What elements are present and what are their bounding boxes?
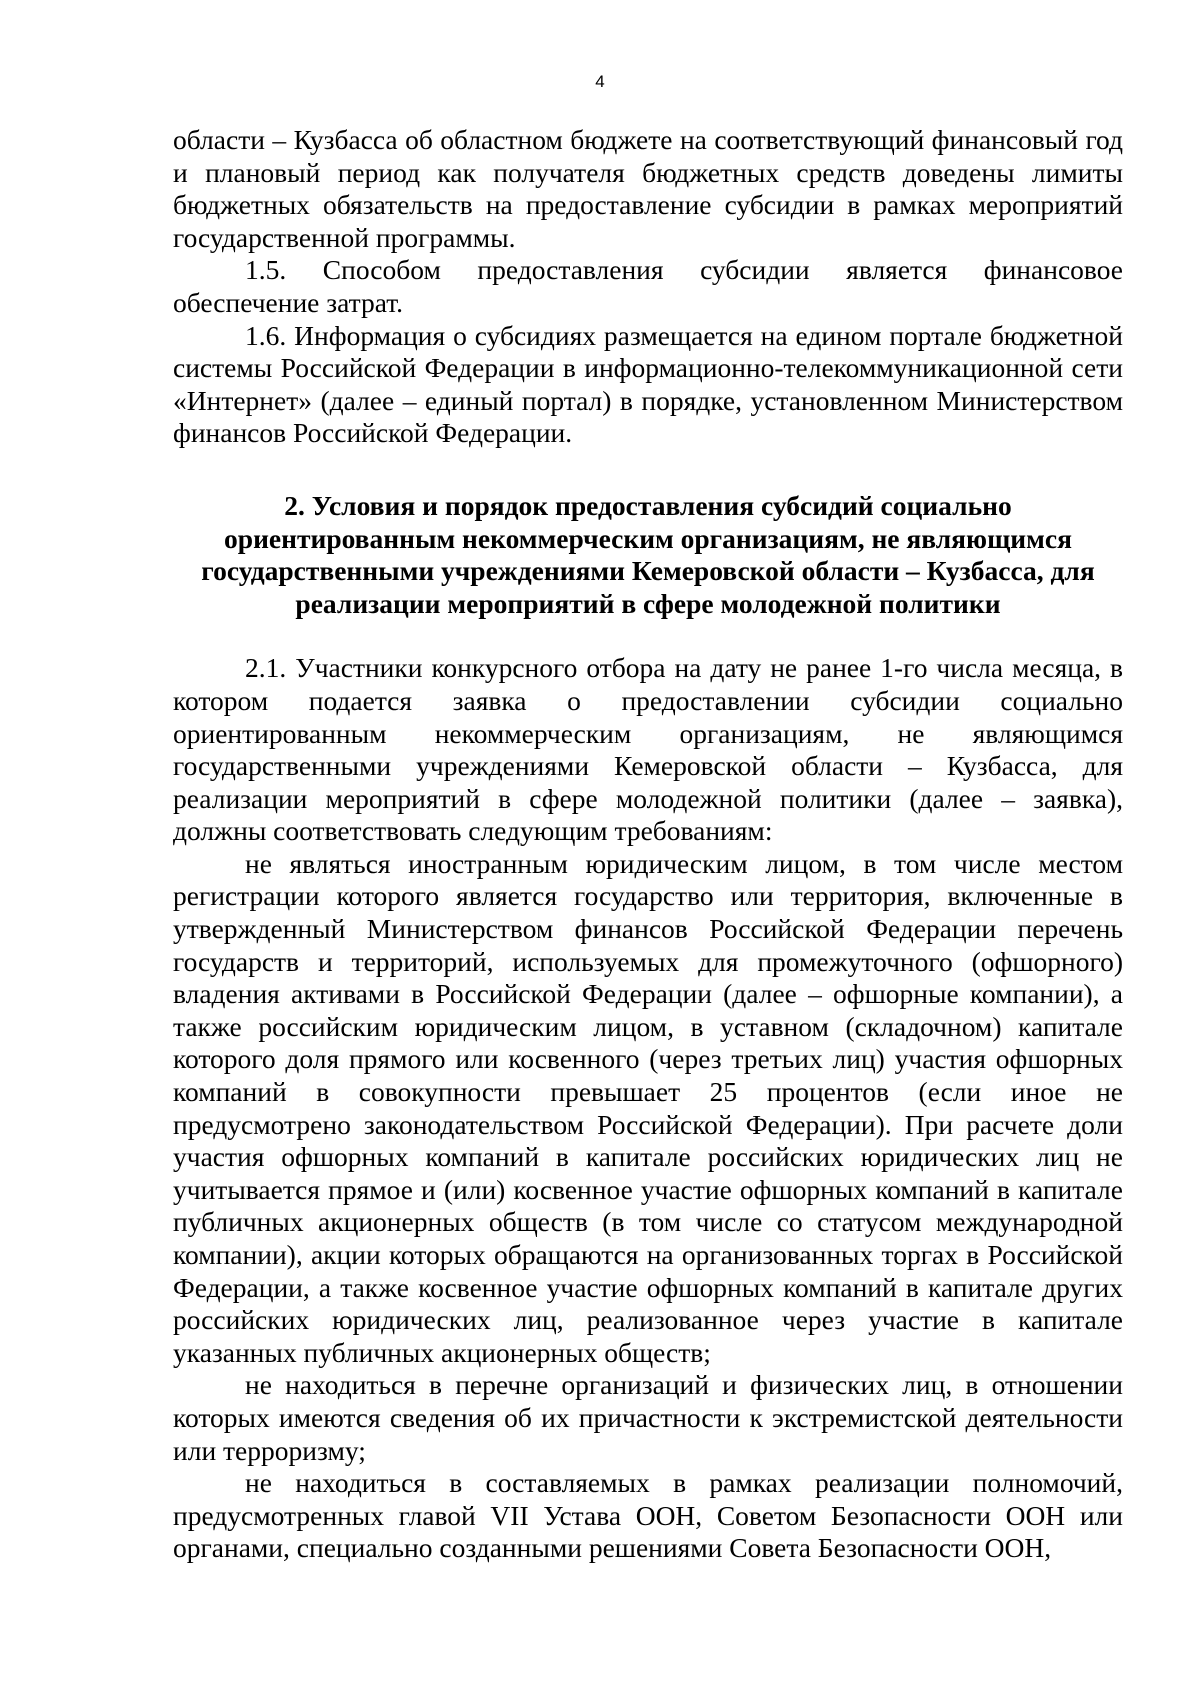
paragraph-extremism-requirement: не находиться в перечне организаций и физических лиц, в отношении которых имеются сведения об их причастности к экстремистской деятельности или терроризму; [173, 1369, 1123, 1466]
paragraph-budget-limits: области – Кузбасса об областном бюджете на соответствующий финансовый год и плановый период как получателя бюджетных средств доведены лимиты бюджетных обязательств на предоставление субсидии в рамках мероприятий государственной программы. [173, 124, 1123, 253]
paragraph-un-requirement: не находиться в составляемых в рамках реализации полномочий, предусмотренных главой VII Устава ООН, Советом Безопасности ООН или органами, специально созданными решениями Совета Безопасности ООН, [173, 1467, 1123, 1564]
section-heading: 2. Условия и порядок предоставления субсидий социально ориентированным некоммерческим организациям, не являющимся государственными учреждениями Кемеровской области – Кузбасса, для реализации мероприятий в сфере молодежной политики [201, 489, 1095, 619]
paragraph-offshore-requirement: не являться иностранным юридическим лицом, в том числе местом регистрации которого является государство или территория, включенные в утвержденный Министерством финансов Российской Федерации перечень государств и территорий, используемых для промежуточного (офшорного) владения активами в Российской Федерации (далее – офшорные компании), а также российским юридическим лицом, в уставном (складочном) капитале которого доля прямого или косвенного (через третьих лиц) участия офшорных компаний в совокупности превышает 25 процентов (если иное не предусмотрено законодательством Российской Федерации). При расчете доли участия офшорных компаний в капитале российских юридических лиц не учитывается прямое и (или) косвенное участие офшорных компаний в капитале публичных акционерных обществ (в том числе со статусом международной компании), акции которых обращаются на организованных торгах в Российской Федерации, а также косвенное участие офшорных компаний в капитале других российских юридических лиц, реализованное через участие в капитале указанных публичных акционерных обществ; [173, 847, 1123, 1368]
paragraph-2-1: 2.1. Участники конкурсного отбора на дату не ранее 1-го числа месяца, в котором подается заявка о предоставлении субсидии социально ориентированным некоммерческим организациям, не являющимся государственными учреждениями Кемеровской области – Кузбасса, для реализации мероприятий в сфере молодежной политики (далее – заявка), должны соответствовать следующим требованиям: [173, 652, 1123, 847]
paragraph-1-6: 1.6. Информация о субсидиях размещается на едином портале бюджетной системы Российской Федерации в информационно-телекоммуникационной сети «Интернет» (далее – единый портал) в порядке, установленном Министерством финансов Российской Федерации. [173, 319, 1123, 449]
page-number: 4 [595, 72, 605, 91]
document-body [173, 124, 1123, 1565]
paragraph-1-5: 1.5. Способом предоставления субсидии является финансовое обеспечение затрат. [173, 254, 1123, 318]
